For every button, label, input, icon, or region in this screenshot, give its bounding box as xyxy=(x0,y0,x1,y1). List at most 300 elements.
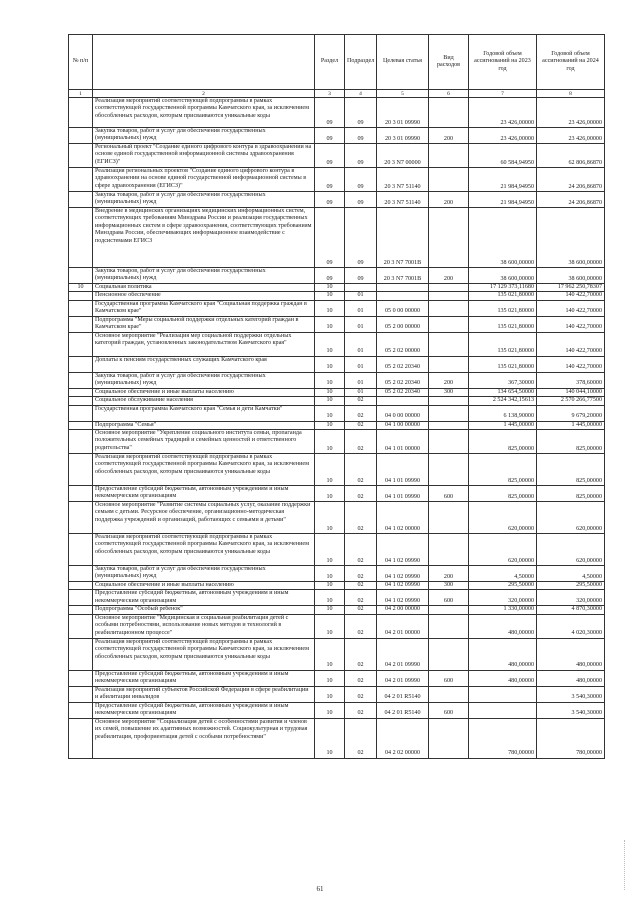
row-subsection: 09 xyxy=(345,128,377,144)
table-row xyxy=(69,144,605,168)
row-section: 09 xyxy=(315,168,345,192)
row-number xyxy=(69,356,93,372)
row-amount-2024: 378,60000 xyxy=(537,372,605,388)
row-subsection xyxy=(345,284,377,292)
row-section: 09 xyxy=(315,128,345,144)
row-name: Региональный проект "Создание единого цифрового контура в здравоохранении на основе единой государственной информационной системы здравоохранения (ЕГИСЗ)" xyxy=(93,144,315,168)
row-subsection: 02 xyxy=(345,534,377,566)
row-amount-2024: 38 600,00000 xyxy=(537,208,605,268)
row-subsection: 02 xyxy=(345,397,377,405)
row-name: Основное мероприятие "Социализация детей с особенностями развития и членов их семей, повышение их адаптивных возможностей. Социокультурная и трудовая реабилитация, профориентация детей с особыми потребностями" xyxy=(93,718,315,758)
row-article: 04 2 01 00000 xyxy=(377,614,429,638)
row-section: 10 xyxy=(315,614,345,638)
row-subsection: 09 xyxy=(345,168,377,192)
row-name: Закупка товаров, работ и услуг для обеспечения государственных (муниципальных) нужд xyxy=(93,128,315,144)
row-amount-2023: 367,30000 xyxy=(469,372,537,388)
row-name: Закупка товаров, работ и услуг для обеспечения государственных (муниципальных) нужд xyxy=(93,372,315,388)
row-name: Реализация мероприятий соответствующей подпрограммы в рамках соответствующей государственной программы Камчатского края, за исключением обособленных расходов, которым присваиваются уникальные коды xyxy=(93,638,315,670)
row-name: Основное мероприятие "Медицинская и социальная реабилитация детей с особыми потребностями, использование новых методов и технологий в реабилитационном процессе" xyxy=(93,614,315,638)
row-number xyxy=(69,292,93,300)
row-article: 04 2 02 00000 xyxy=(377,718,429,758)
row-subsection: 09 xyxy=(345,144,377,168)
row-number xyxy=(69,718,93,758)
table-row xyxy=(69,284,605,292)
table-row xyxy=(69,638,605,670)
row-amount-2024: 4 870,30000 xyxy=(537,606,605,614)
row-subsection: 02 xyxy=(345,614,377,638)
row-amount-2023: 2 524 342,15613 xyxy=(469,397,537,405)
row-amount-2024: 23 426,00000 xyxy=(537,128,605,144)
row-exp-type: 600 xyxy=(429,670,469,686)
row-section: 10 xyxy=(315,421,345,429)
table-row xyxy=(69,421,605,429)
row-section: 10 xyxy=(315,316,345,332)
row-amount-2023: 21 984,94950 xyxy=(469,192,537,208)
row-number xyxy=(69,144,93,168)
row-name: Доплаты к пенсиям государственных служащих Камчатского края xyxy=(93,356,315,372)
row-section: 10 xyxy=(315,284,345,292)
row-amount-2024: 2 570 266,77500 xyxy=(537,397,605,405)
row-exp-type xyxy=(429,332,469,356)
row-number xyxy=(69,486,93,502)
row-amount-2023: 320,00000 xyxy=(469,590,537,606)
table-row xyxy=(69,486,605,502)
row-article xyxy=(377,292,429,300)
row-amount-2024: 140 422,70000 xyxy=(537,316,605,332)
table-row xyxy=(69,405,605,421)
row-section: 10 xyxy=(315,430,345,454)
row-name: Подпрограмма "Меры социальной поддержки отдельных категорий граждан в Камчатском крае" xyxy=(93,316,315,332)
table-row xyxy=(69,702,605,718)
row-subsection: 02 xyxy=(345,454,377,486)
row-section: 10 xyxy=(315,292,345,300)
header-name xyxy=(93,35,315,90)
row-amount-2024: 24 206,86870 xyxy=(537,192,605,208)
row-amount-2023: 295,50000 xyxy=(469,582,537,590)
row-article: 20 3 N7 51140 xyxy=(377,168,429,192)
row-article: 04 1 02 09990 xyxy=(377,582,429,590)
row-amount-2024: 480,00000 xyxy=(537,638,605,670)
row-section: 10 xyxy=(315,372,345,388)
table-row xyxy=(69,566,605,582)
row-subsection: 02 xyxy=(345,638,377,670)
row-section: 10 xyxy=(315,582,345,590)
row-name: Социальное обеспечение и иные выплаты населению xyxy=(93,582,315,590)
row-section: 10 xyxy=(315,702,345,718)
row-name: Основное мероприятие "Развитие системы социальных услуг, оказание поддержки семьям с детьми. Ресурсное обеспечение, организационно-методическая поддержка учреждений и организаций, работающих с семьями и детьми" xyxy=(93,502,315,534)
row-section: 10 xyxy=(315,638,345,670)
table-row xyxy=(69,268,605,284)
row-name: Реализация мероприятий соответствующей подпрограммы в рамках соответствующей государственной программы Камчатского края, за исключением обособленных расходов, которым присваиваются уникальные коды xyxy=(93,534,315,566)
row-article: 20 3 01 09990 xyxy=(377,128,429,144)
row-section: 10 xyxy=(315,606,345,614)
table-row xyxy=(69,534,605,566)
row-article xyxy=(377,397,429,405)
row-name: Пенсионное обеспечение xyxy=(93,292,315,300)
table-row xyxy=(69,582,605,590)
row-article: 04 0 00 00000 xyxy=(377,405,429,421)
table-row xyxy=(69,192,605,208)
row-article xyxy=(377,284,429,292)
row-exp-type xyxy=(429,284,469,292)
table-body xyxy=(69,98,605,759)
table-row xyxy=(69,208,605,268)
row-section: 10 xyxy=(315,686,345,702)
row-number xyxy=(69,208,93,268)
row-amount-2024: 825,00000 xyxy=(537,454,605,486)
row-exp-type xyxy=(429,421,469,429)
row-name: Государственная программа Камчатского края "Социальная поддержка граждан в Камчатском крае" xyxy=(93,300,315,316)
header-row xyxy=(69,35,605,90)
row-amount-2024: 38 600,00000 xyxy=(537,268,605,284)
row-amount-2024: 140 422,70000 xyxy=(537,332,605,356)
row-number xyxy=(69,128,93,144)
header-subsection: Подраздел xyxy=(345,35,377,90)
row-amount-2023: 134 654,50000 xyxy=(469,388,537,396)
row-subsection: 02 xyxy=(345,702,377,718)
budget-table-page xyxy=(68,34,604,759)
index-cell: 1 xyxy=(69,90,93,98)
row-exp-type xyxy=(429,292,469,300)
row-article: 20 3 N7 7001В xyxy=(377,208,429,268)
row-name: Внедрение в медицинских организациях медицинских информационных систем, соответствующих требованиям Минздрава России и реализация государственных информационных систем в сфере здравоохранения, соответствующих требованиям Минздрава России, обеспечивающих информационное взаимодействие с подсистемами ЕГИСЗ xyxy=(93,208,315,268)
row-article: 20 3 N7 00000 xyxy=(377,144,429,168)
row-amount-2023: 825,00000 xyxy=(469,430,537,454)
row-amount-2023: 23 426,00000 xyxy=(469,98,537,128)
row-name: Социальное обеспечение и иные выплаты населению xyxy=(93,388,315,396)
row-section: 10 xyxy=(315,534,345,566)
row-amount-2024: 4,50000 xyxy=(537,566,605,582)
row-number xyxy=(69,268,93,284)
row-article: 04 1 02 09990 xyxy=(377,590,429,606)
row-section: 09 xyxy=(315,144,345,168)
row-subsection: 02 xyxy=(345,566,377,582)
row-section: 10 xyxy=(315,454,345,486)
row-number xyxy=(69,332,93,356)
row-section: 10 xyxy=(315,502,345,534)
table-row xyxy=(69,502,605,534)
row-amount-2023: 38 600,00000 xyxy=(469,268,537,284)
row-name: Предоставление субсидий бюджетным, автономным учреждениям и иным некоммерческим организациям xyxy=(93,590,315,606)
row-amount-2024: 295,50000 xyxy=(537,582,605,590)
row-subsection: 02 xyxy=(345,405,377,421)
row-subsection: 09 xyxy=(345,98,377,128)
row-name: Закупка товаров, работ и услуг для обеспечения государственных (муниципальных) нужд xyxy=(93,566,315,582)
row-amount-2023: 620,00000 xyxy=(469,534,537,566)
row-article: 20 3 N7 51140 xyxy=(377,192,429,208)
margin-mark xyxy=(624,840,627,890)
row-section: 10 xyxy=(315,388,345,396)
row-article: 04 2 01 R5140 xyxy=(377,686,429,702)
row-number xyxy=(69,638,93,670)
table-row xyxy=(69,300,605,316)
row-article: 04 1 01 00000 xyxy=(377,430,429,454)
index-cell: 8 xyxy=(537,90,605,98)
table-row xyxy=(69,606,605,614)
row-section: 09 xyxy=(315,98,345,128)
row-article: 04 1 02 00000 xyxy=(377,502,429,534)
row-amount-2024: 825,00000 xyxy=(537,486,605,502)
row-subsection: 09 xyxy=(345,192,377,208)
table-row xyxy=(69,686,605,702)
row-amount-2023: 21 984,94950 xyxy=(469,168,537,192)
row-number xyxy=(69,388,93,396)
row-amount-2024: 24 206,86870 xyxy=(537,168,605,192)
table-row xyxy=(69,292,605,300)
row-exp-type xyxy=(429,502,469,534)
row-section: 10 xyxy=(315,590,345,606)
row-exp-type: 200 xyxy=(429,372,469,388)
row-amount-2023: 1 445,00000 xyxy=(469,421,537,429)
row-amount-2023: 135 021,80000 xyxy=(469,316,537,332)
row-article: 05 2 00 00000 xyxy=(377,316,429,332)
row-exp-type: 200 xyxy=(429,268,469,284)
row-exp-type xyxy=(429,405,469,421)
row-exp-type xyxy=(429,614,469,638)
table-row xyxy=(69,316,605,332)
table-row xyxy=(69,98,605,128)
row-exp-type xyxy=(429,316,469,332)
index-cell: 6 xyxy=(429,90,469,98)
row-number: 10 xyxy=(69,284,93,292)
row-exp-type xyxy=(429,208,469,268)
row-amount-2023: 480,00000 xyxy=(469,638,537,670)
table-row xyxy=(69,718,605,758)
row-exp-type xyxy=(429,144,469,168)
row-amount-2023: 4,50000 xyxy=(469,566,537,582)
table-row xyxy=(69,590,605,606)
row-name: Социальная политика xyxy=(93,284,315,292)
header-year-2023: Годовой объем ассигнований на 2023 год xyxy=(469,35,537,90)
row-subsection: 02 xyxy=(345,590,377,606)
row-exp-type: 200 xyxy=(429,566,469,582)
row-amount-2024: 23 426,00000 xyxy=(537,98,605,128)
table-row xyxy=(69,454,605,486)
table-row xyxy=(69,356,605,372)
row-article: 04 1 02 09990 xyxy=(377,534,429,566)
row-amount-2023: 38 600,00000 xyxy=(469,208,537,268)
row-amount-2023 xyxy=(469,686,537,702)
row-amount-2024: 3 540,30000 xyxy=(537,686,605,702)
row-section: 09 xyxy=(315,208,345,268)
row-section: 10 xyxy=(315,332,345,356)
row-section: 10 xyxy=(315,718,345,758)
row-article: 20 3 01 09990 xyxy=(377,98,429,128)
row-number xyxy=(69,566,93,582)
row-article: 05 0 00 00000 xyxy=(377,300,429,316)
row-amount-2023: 480,00000 xyxy=(469,670,537,686)
row-amount-2024: 17 962 250,78307 xyxy=(537,284,605,292)
row-number xyxy=(69,192,93,208)
index-cell: 7 xyxy=(469,90,537,98)
row-number xyxy=(69,534,93,566)
row-name: Реализация мероприятий соответствующей подпрограммы в рамках соответствующей государственной программы Камчатского края, за исключением обособленных расходов, которым присваиваются уникальные коды xyxy=(93,98,315,128)
row-amount-2024: 1 445,00000 xyxy=(537,421,605,429)
row-amount-2023: 135 021,80000 xyxy=(469,292,537,300)
row-amount-2024: 825,00000 xyxy=(537,430,605,454)
row-amount-2023: 135 021,80000 xyxy=(469,332,537,356)
header-num: № п/п xyxy=(69,35,93,90)
table-row xyxy=(69,430,605,454)
row-amount-2024: 9 679,20000 xyxy=(537,405,605,421)
row-number xyxy=(69,454,93,486)
row-subsection: 02 xyxy=(345,670,377,686)
row-article: 04 1 01 09990 xyxy=(377,486,429,502)
row-exp-type xyxy=(429,397,469,405)
table-row xyxy=(69,670,605,686)
row-article: 04 2 01 R5140 xyxy=(377,702,429,718)
row-name: Реализация мероприятий соответствующей подпрограммы в рамках соответствующей государственной программы Камчатского края, за исключением обособленных расходов, которым присваиваются уникальные коды xyxy=(93,454,315,486)
row-name: Предоставление субсидий бюджетным, автономным учреждениям и иным некоммерческим организациям xyxy=(93,702,315,718)
row-number xyxy=(69,372,93,388)
row-subsection: 02 xyxy=(345,486,377,502)
table-row xyxy=(69,168,605,192)
row-number xyxy=(69,582,93,590)
row-exp-type xyxy=(429,98,469,128)
row-exp-type: 600 xyxy=(429,702,469,718)
row-amount-2023 xyxy=(469,702,537,718)
row-exp-type xyxy=(429,300,469,316)
row-name: Подпрограмма "Особый ребенок" xyxy=(93,606,315,614)
row-amount-2024: 4 020,30000 xyxy=(537,614,605,638)
row-number xyxy=(69,405,93,421)
row-number xyxy=(69,670,93,686)
row-number xyxy=(69,614,93,638)
row-amount-2023: 135 021,80000 xyxy=(469,356,537,372)
header-year-2024: Годовой объем ассигнований на 2024 год xyxy=(537,35,605,90)
row-amount-2024: 140 422,70000 xyxy=(537,356,605,372)
row-subsection: 02 xyxy=(345,430,377,454)
row-number xyxy=(69,430,93,454)
row-exp-type xyxy=(429,430,469,454)
row-amount-2024: 62 806,86870 xyxy=(537,144,605,168)
table-row xyxy=(69,397,605,405)
row-section: 10 xyxy=(315,405,345,421)
row-subsection: 02 xyxy=(345,502,377,534)
index-cell: 5 xyxy=(377,90,429,98)
row-subsection: 09 xyxy=(345,268,377,284)
row-name: Государственная программа Камчатского края "Семья и дети Камчатки" xyxy=(93,405,315,421)
index-cell: 3 xyxy=(315,90,345,98)
row-subsection: 01 xyxy=(345,356,377,372)
row-exp-type: 300 xyxy=(429,388,469,396)
row-name: Основное мероприятие "Укрепление социального института семьи, пропаганда положительных семейных традиций и семейных ценностей и ответственного родительства" xyxy=(93,430,315,454)
row-number xyxy=(69,686,93,702)
row-amount-2023: 1 330,00000 xyxy=(469,606,537,614)
row-name: Реализация мероприятий субъектов Российской Федерации в сфере реабилитации и абилитации инвалидов xyxy=(93,686,315,702)
row-exp-type xyxy=(429,168,469,192)
table-row xyxy=(69,614,605,638)
row-name: Закупка товаров, работ и услуг для обеспечения государственных (муниципальных) нужд xyxy=(93,268,315,284)
row-subsection: 01 xyxy=(345,292,377,300)
row-name: Реализация региональных проектов "Создание единого цифрового контура в здравоохранении на основе единой государственной информационной системы в сфере здравоохранения (ЕГИСЗ)" xyxy=(93,168,315,192)
row-section: 10 xyxy=(315,566,345,582)
page-number: 61 xyxy=(316,885,324,893)
row-amount-2024: 140 044,10000 xyxy=(537,388,605,396)
row-amount-2024: 3 540,30000 xyxy=(537,702,605,718)
row-article: 04 2 01 09990 xyxy=(377,638,429,670)
table-row xyxy=(69,388,605,396)
row-amount-2024: 140 422,70000 xyxy=(537,300,605,316)
row-section: 10 xyxy=(315,670,345,686)
row-number xyxy=(69,421,93,429)
table-row xyxy=(69,332,605,356)
row-subsection: 09 xyxy=(345,208,377,268)
row-number xyxy=(69,316,93,332)
row-amount-2023: 6 138,90000 xyxy=(469,405,537,421)
row-amount-2024: 140 422,70000 xyxy=(537,292,605,300)
row-number xyxy=(69,168,93,192)
row-amount-2023: 825,00000 xyxy=(469,486,537,502)
row-subsection: 01 xyxy=(345,388,377,396)
budget-table xyxy=(68,34,605,759)
row-subsection: 01 xyxy=(345,332,377,356)
row-amount-2023: 17 129 373,11680 xyxy=(469,284,537,292)
row-amount-2023: 60 584,94950 xyxy=(469,144,537,168)
row-amount-2023: 780,00000 xyxy=(469,718,537,758)
row-amount-2024: 620,00000 xyxy=(537,502,605,534)
row-exp-type: 600 xyxy=(429,486,469,502)
row-subsection: 02 xyxy=(345,606,377,614)
row-article: 04 2 01 09990 xyxy=(377,670,429,686)
row-number xyxy=(69,98,93,128)
row-amount-2023: 135 021,80000 xyxy=(469,300,537,316)
row-section: 10 xyxy=(315,486,345,502)
row-number xyxy=(69,590,93,606)
row-exp-type xyxy=(429,718,469,758)
table-row xyxy=(69,128,605,144)
row-exp-type: 300 xyxy=(429,582,469,590)
header-article: Целевая статья xyxy=(377,35,429,90)
row-article: 04 2 00 00000 xyxy=(377,606,429,614)
row-name: Закупка товаров, работ и услуг для обеспечения государственных (муниципальных) нужд xyxy=(93,192,315,208)
row-amount-2023: 480,00000 xyxy=(469,614,537,638)
table-row xyxy=(69,372,605,388)
row-exp-type xyxy=(429,606,469,614)
row-section: 09 xyxy=(315,192,345,208)
row-exp-type xyxy=(429,638,469,670)
row-article: 05 2 02 00000 xyxy=(377,332,429,356)
row-subsection: 01 xyxy=(345,372,377,388)
row-article: 04 1 00 00000 xyxy=(377,421,429,429)
row-number xyxy=(69,606,93,614)
row-amount-2024: 320,00000 xyxy=(537,590,605,606)
row-number xyxy=(69,502,93,534)
row-exp-type: 600 xyxy=(429,590,469,606)
header-exp-type: Вид расходов xyxy=(429,35,469,90)
row-exp-type xyxy=(429,356,469,372)
row-article: 05 2 02 20340 xyxy=(377,356,429,372)
row-exp-type: 200 xyxy=(429,128,469,144)
row-amount-2024: 480,00000 xyxy=(537,670,605,686)
row-name: Предоставление субсидий бюджетным, автономным учреждениям и иным некоммерческим организациям xyxy=(93,486,315,502)
row-amount-2023: 825,00000 xyxy=(469,454,537,486)
row-subsection: 02 xyxy=(345,582,377,590)
row-article: 20 3 N7 7001В xyxy=(377,268,429,284)
row-exp-type xyxy=(429,686,469,702)
row-article: 04 1 02 09990 xyxy=(377,566,429,582)
row-amount-2023: 620,00000 xyxy=(469,502,537,534)
row-exp-type xyxy=(429,454,469,486)
index-cell: 2 xyxy=(93,90,315,98)
row-exp-type: 200 xyxy=(429,192,469,208)
row-amount-2024: 780,00000 xyxy=(537,718,605,758)
row-article: 05 2 02 20340 xyxy=(377,372,429,388)
row-section: 10 xyxy=(315,397,345,405)
row-amount-2023: 23 426,00000 xyxy=(469,128,537,144)
row-number xyxy=(69,702,93,718)
row-number xyxy=(69,300,93,316)
